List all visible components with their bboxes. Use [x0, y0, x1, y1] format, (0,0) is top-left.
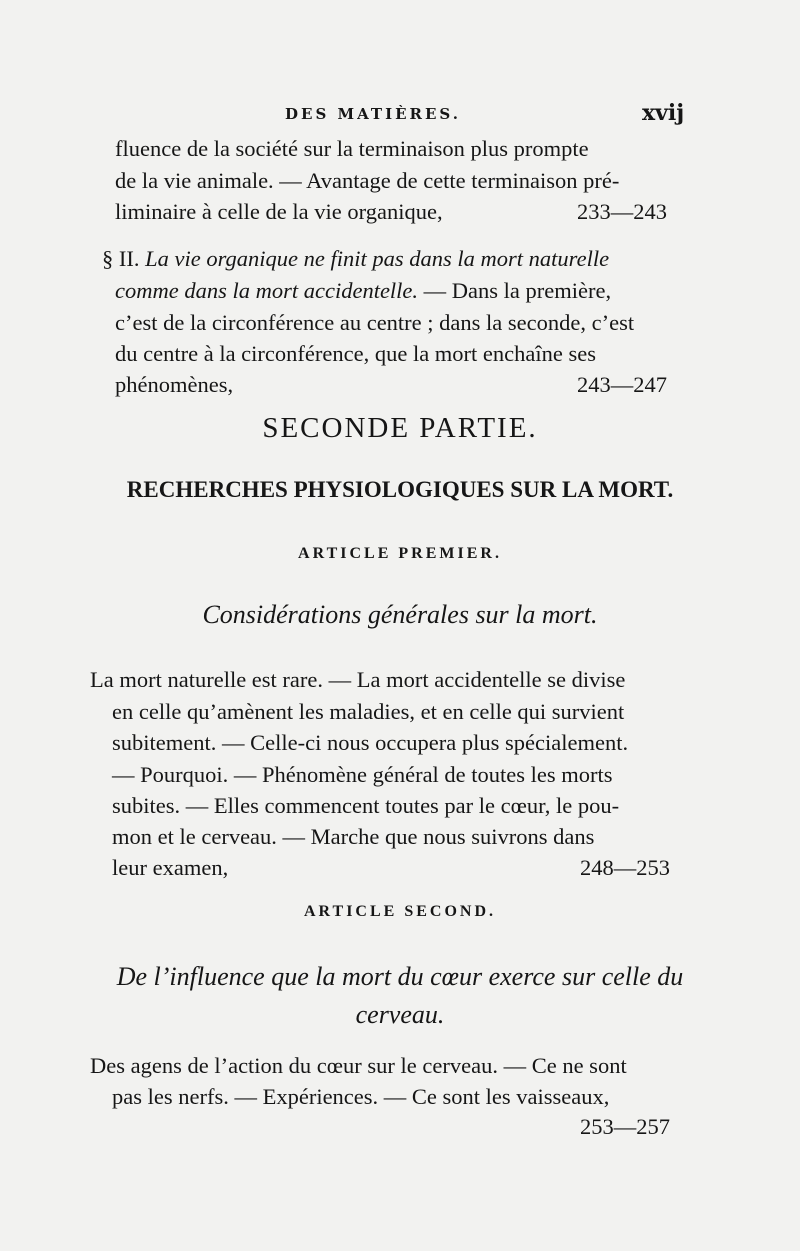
section1-line2: de la vie animale. — Avantage de cette terminaison pré- — [115, 168, 620, 193]
section2-label: § II. — [102, 246, 140, 271]
section2-line2-rest: — Dans la première, — [418, 278, 612, 303]
article1-heading: ARTICLE PREMIER. — [298, 545, 502, 562]
running-title: DES MATIÈRES. — [285, 105, 461, 123]
section2-line2 — [115, 278, 611, 304]
section1-pages: 233—243 — [577, 199, 667, 224]
article1-line3: subitement. — Celle-ci nous occupera plus spécialement. — [112, 730, 629, 755]
part-subtitle: RECHERCHES PHYSIOLOGIQUES SUR LA MORT. — [126, 477, 674, 502]
article1-line1: La mort naturelle est rare. — La mort accidentelle se divise — [90, 667, 626, 692]
section2-line1-italic: La vie organique ne finit pas dans la mort naturelle — [145, 246, 610, 271]
article1-line7: leur examen, — [112, 855, 229, 880]
article1-line2: en celle qu’amènent les maladies, et en celle qui survient — [112, 699, 625, 724]
article2-heading: ARTICLE SECOND. — [303, 903, 497, 920]
article1-line4: — Pourquoi. — Phénomène général de toutes les morts — [112, 762, 613, 787]
part-title: SECONDE PARTIE. — [262, 412, 538, 444]
article2-title-line2: cerveau. — [355, 1000, 445, 1029]
article2-pages: 253—257 — [580, 1114, 670, 1139]
article2-title-line1: De l’influence que la mort du cœur exerce sur celle du — [116, 962, 684, 991]
section2-line5: phénomènes, — [115, 372, 234, 397]
page-folio: xvij — [642, 100, 685, 126]
article1-line5: subites. — Elles commencent toutes par le cœur, le pou- — [112, 793, 620, 818]
section2-line1 — [102, 246, 609, 272]
section2-line2-italic: comme dans la mort accidentelle. — [115, 278, 419, 303]
article1-title: Considérations générales sur la mort. — [202, 600, 598, 629]
section2-pages: 243—247 — [577, 372, 667, 397]
section2-line3: c’est de la circonférence au centre ; dans la seconde, c’est — [115, 310, 635, 335]
article2-line1: Des agens de l’action du cœur sur le cerveau. — Ce ne sont — [90, 1053, 627, 1078]
article1-line6: mon et le cerveau. — Marche que nous suivrons dans — [112, 824, 595, 849]
article1-pages: 248—253 — [580, 855, 670, 880]
section1-line3: liminaire à celle de la vie organique, — [115, 199, 443, 224]
article2-line2: pas les nerfs. — Expériences. — Ce sont les vaisseaux, — [112, 1084, 610, 1109]
section1-line1: fluence de la société sur la terminaison plus prompte — [115, 136, 589, 161]
section2-line4: du centre à la circonférence, que la mort enchaîne ses — [115, 341, 596, 366]
